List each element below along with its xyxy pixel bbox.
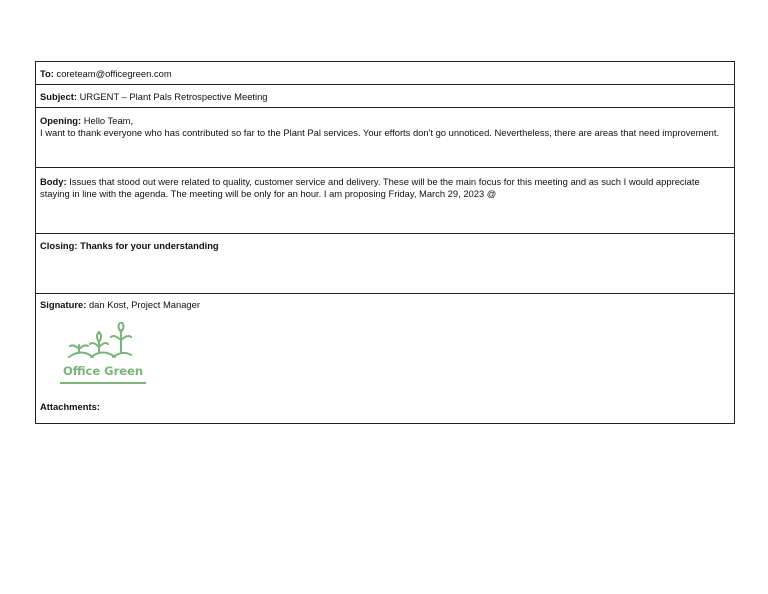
to-value: coreteam@officegreen.com [56, 68, 172, 79]
opening-label: Opening: [40, 115, 82, 126]
attachments-label: Attachments: [40, 401, 100, 412]
body-text: Issues that stood out were related to quality, customer service and delivery. These will be the main focus for this meeting and as such I would appreciate staying in line with the agenda. The meeting will be only for an hour. I am proposing Friday, March 29, 2023 @ [40, 176, 700, 199]
signature-row [36, 294, 734, 423]
closing-label: Closing: [40, 240, 78, 251]
closing-text: Thanks for your understanding [80, 240, 219, 251]
to-label: To: [40, 68, 54, 79]
opening-text: I want to thank everyone who has contributed so far to the Plant Pal services. Your efforts don't go unnoticed. Nevertheless, there are areas that need improvement. [40, 127, 720, 138]
closing-row [36, 234, 734, 294]
signature-label: Signature: [40, 299, 87, 310]
body-label: Body: [40, 176, 67, 187]
signature-value: dan Kost, Project Manager [88, 299, 200, 310]
sprouting-plants-icon [69, 322, 131, 357]
opening-greeting: Hello Team, [83, 115, 134, 126]
memo-table [35, 61, 735, 424]
subject-row [36, 85, 734, 108]
body-row [36, 168, 734, 234]
office-green-logo [57, 322, 149, 388]
to-row [36, 62, 734, 85]
subject-label: Subject: [40, 91, 77, 102]
subject-value: URGENT – Plant Pals Retrospective Meeting [79, 91, 268, 102]
logo-text: Office Green [62, 364, 144, 378]
opening-row [36, 108, 734, 168]
